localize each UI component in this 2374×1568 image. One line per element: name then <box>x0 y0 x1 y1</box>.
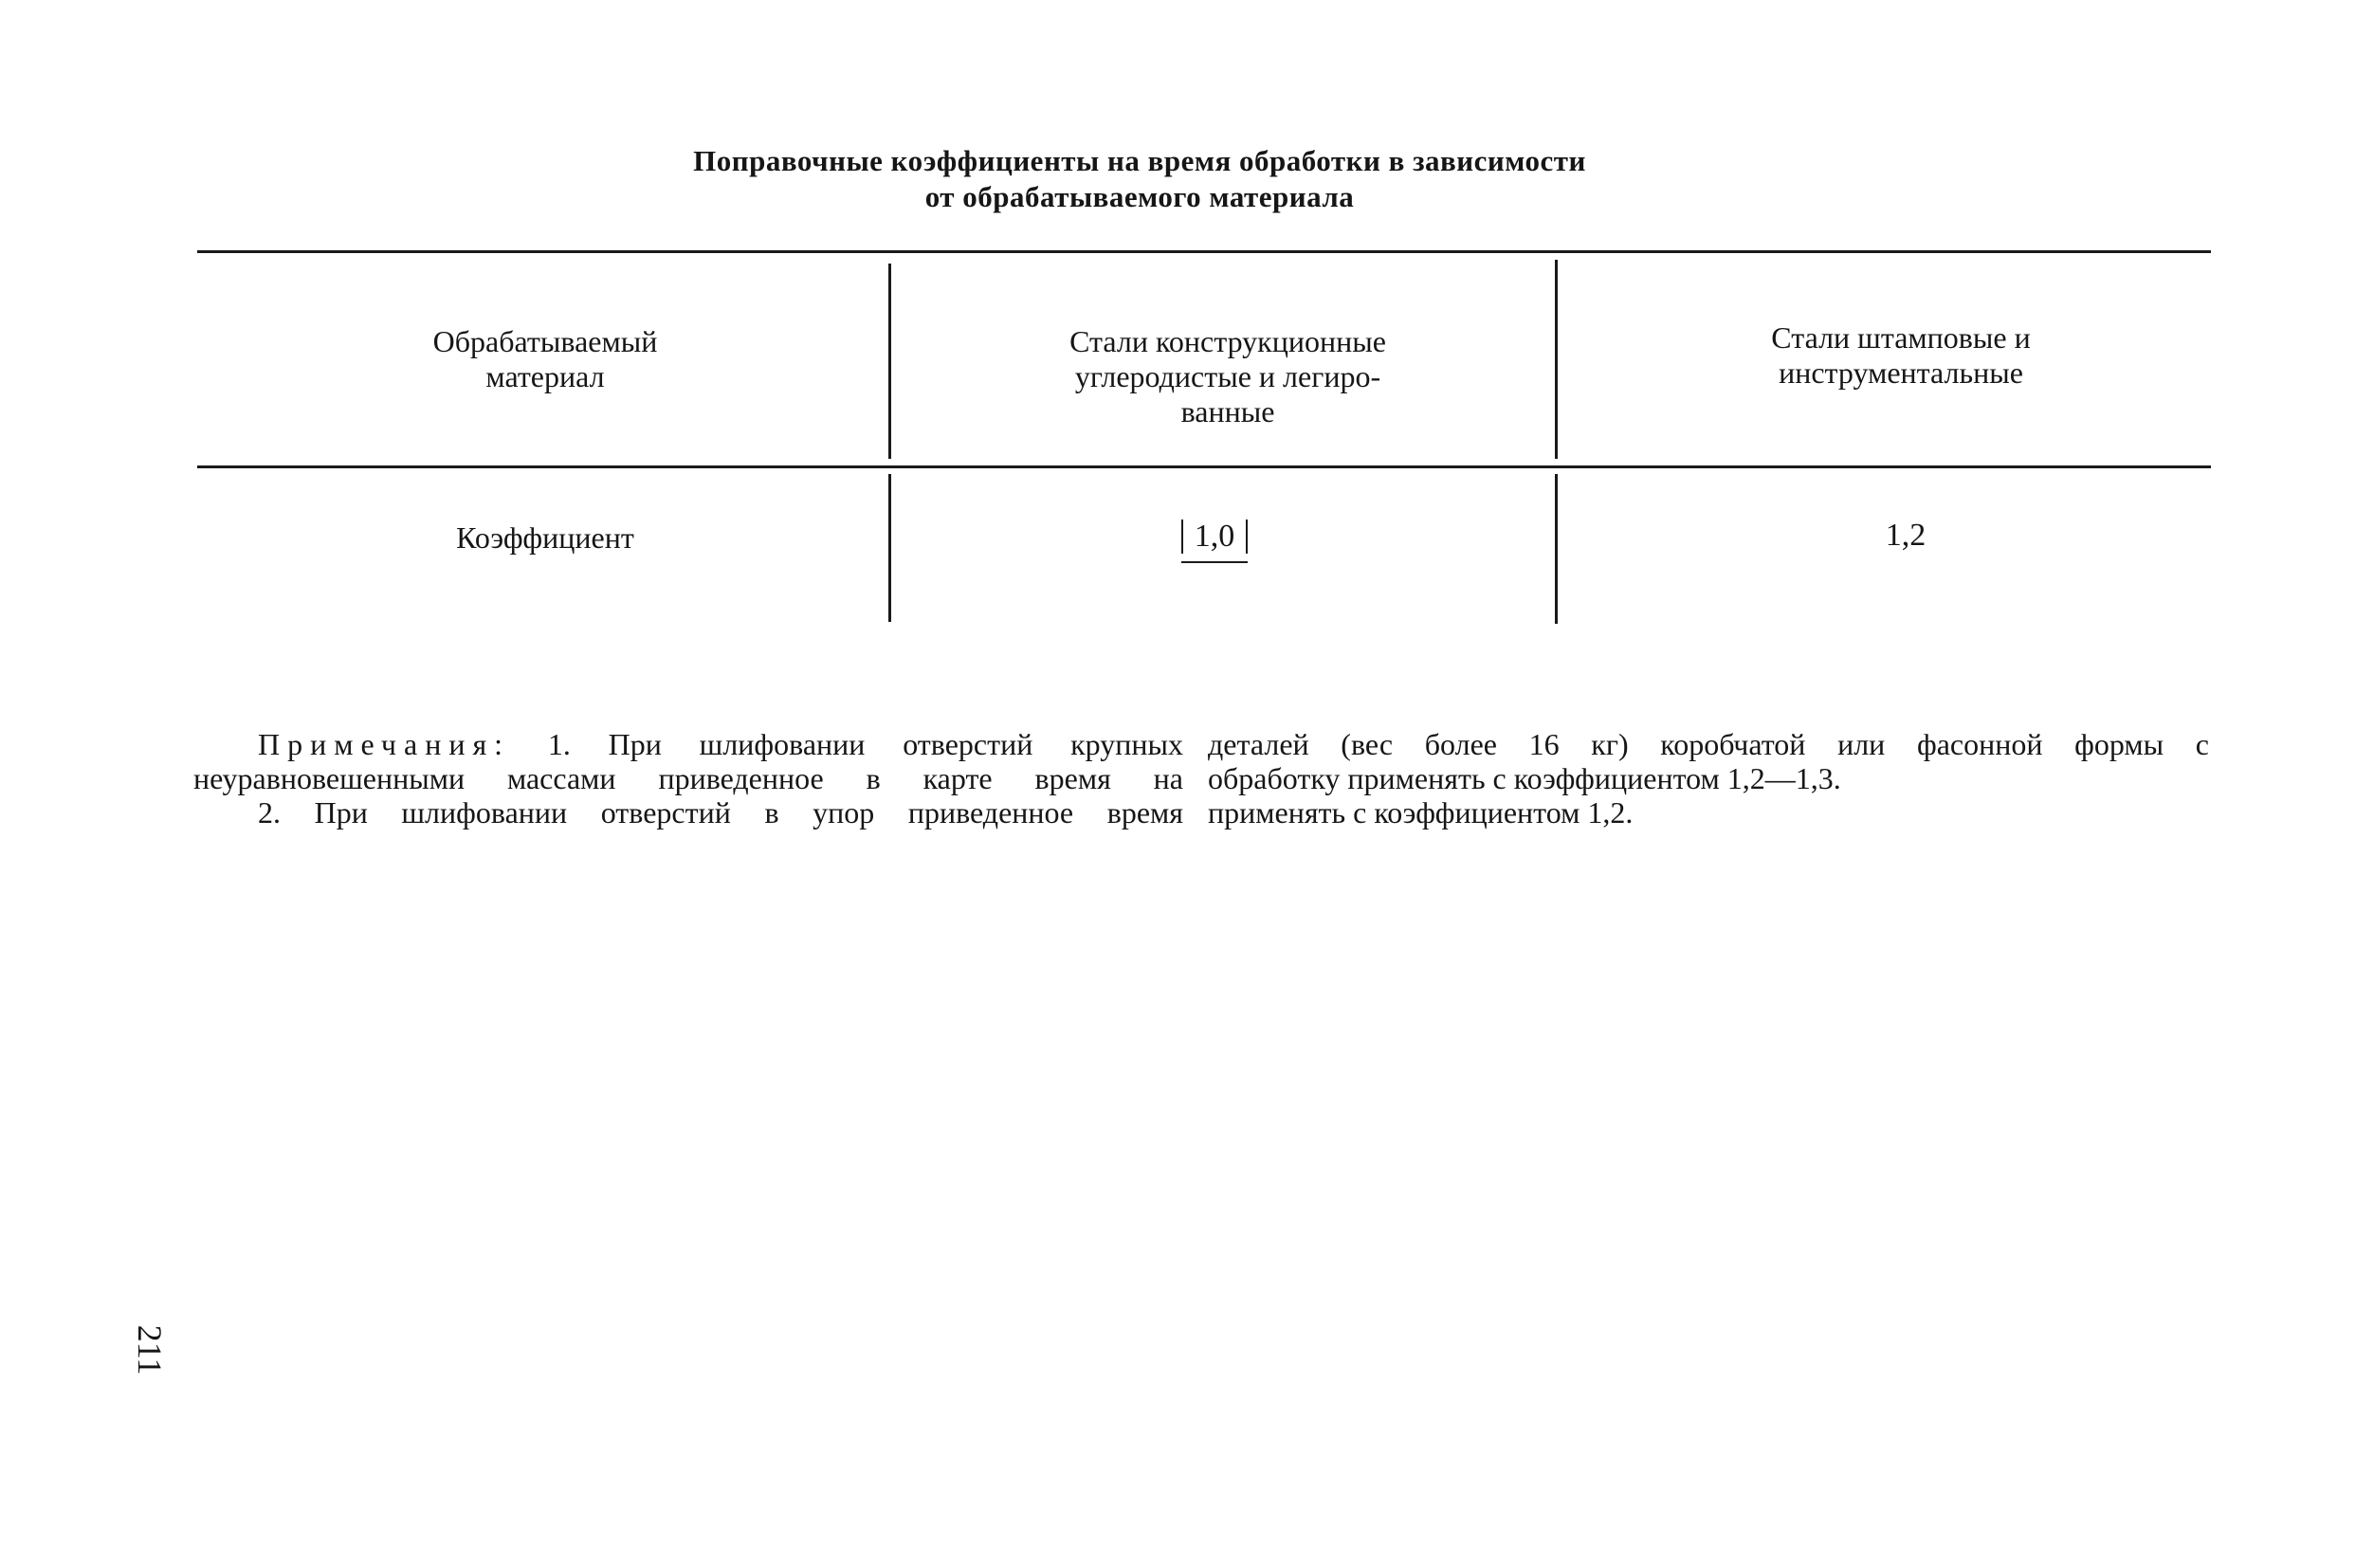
box-right-bar <box>1246 520 1248 554</box>
box-left-bar <box>1181 520 1183 554</box>
header-structural-steel-line-3: ванные <box>1180 394 1275 428</box>
note-line-1-left-text: 1. При шлифовании отверстий крупных <box>547 727 1183 761</box>
value-tool-steel: 1,2 <box>1885 518 1927 553</box>
value-structural-steel <box>1178 516 1251 559</box>
column-divider-1-body <box>888 474 891 622</box>
value-structural-steel-text: 1,0 <box>1194 519 1235 554</box>
header-structural-steel <box>901 324 1555 429</box>
box-underline <box>1181 561 1248 563</box>
header-structural-steel-line-1: Стали конструкционные <box>1069 324 1386 358</box>
header-structural-steel-line-2: углеродистые и легиро- <box>1074 359 1381 393</box>
header-tool-steel <box>1574 320 2228 391</box>
note-line-3-left: 2. При шлифовании отверстий в упор приведенное время <box>258 795 1183 830</box>
table-header-rule <box>197 465 2211 468</box>
header-material <box>218 324 872 394</box>
notes-prefix: Примечания: <box>258 727 511 761</box>
column-divider-1 <box>888 264 891 459</box>
column-divider-2-body <box>1555 474 1558 624</box>
header-material-line-2: материал <box>485 359 605 393</box>
table-title-line-2: от обрабатываемого материала <box>924 180 1355 213</box>
note-line-1-right: деталей (вес более 16 кг) коробчатой или фасонной формы с <box>1208 727 2209 761</box>
table-title-line-1: Поправочные коэффициенты на время обработки в зависимости <box>693 144 1586 177</box>
column-divider-2 <box>1555 260 1558 459</box>
row-label-coefficient: Коэффициент <box>456 520 634 555</box>
note-line-1-left <box>258 728 1183 761</box>
table-top-rule <box>197 250 2211 253</box>
note-line-2-left: неуравновешенными массами приведенное в карте время на <box>193 761 1183 795</box>
header-tool-steel-line-1: Стали штамповые и <box>1771 320 2031 355</box>
page-number: 211 <box>131 1324 169 1376</box>
note-line-2-right: обработку применять с коэффициентом 1,2—1,3. <box>1208 761 1841 795</box>
header-tool-steel-line-2: инструментальные <box>1779 356 2023 390</box>
header-material-line-1: Обрабатываемый <box>432 324 658 358</box>
note-line-3-right: применять с коэффициентом 1,2. <box>1208 795 1634 830</box>
